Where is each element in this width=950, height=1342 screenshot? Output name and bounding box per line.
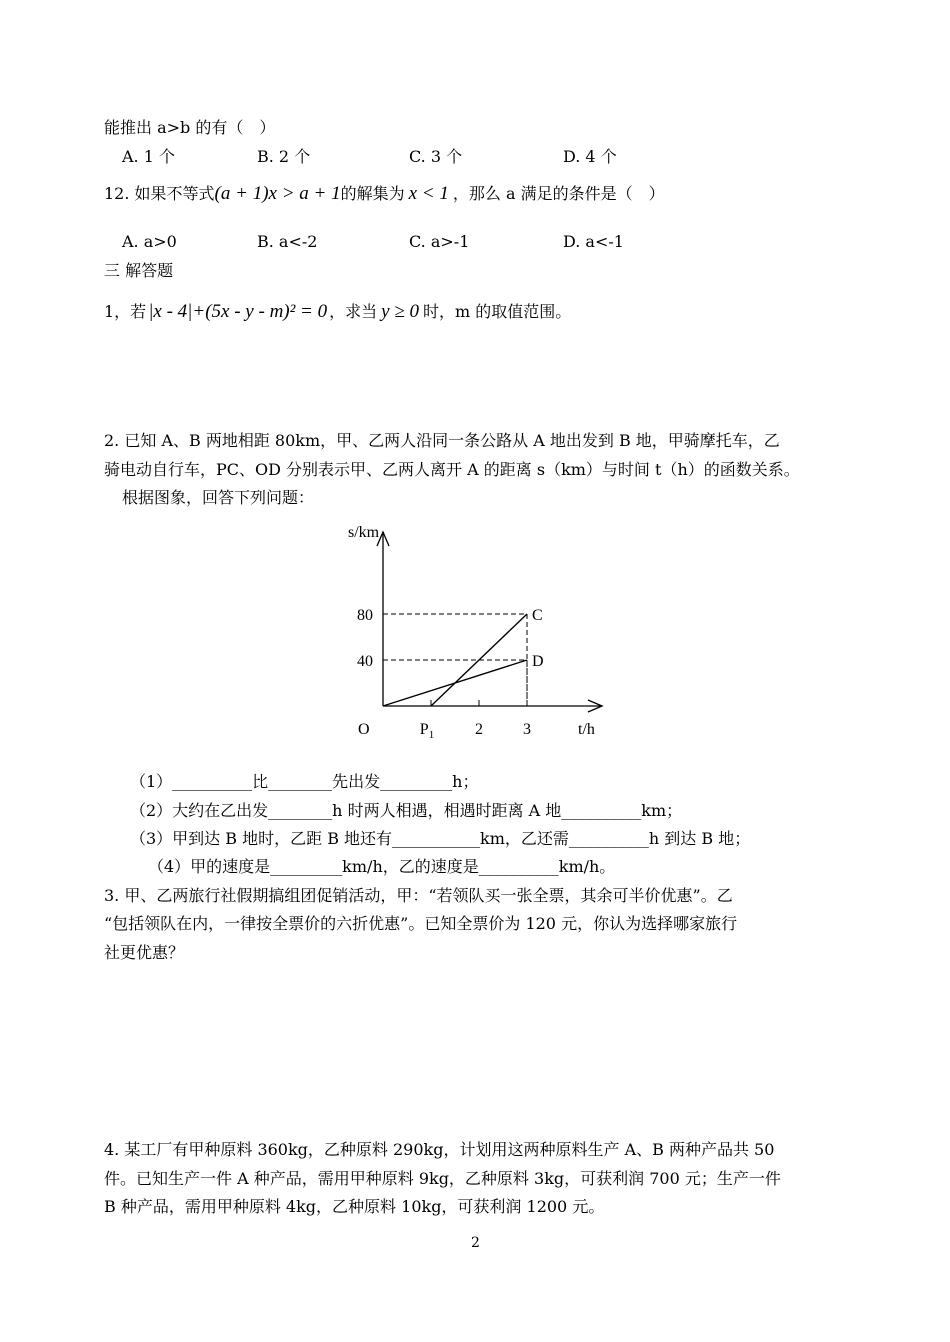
p2-line-1: 2. 已知 A、B 两地相距 80km，甲、乙两人沿同一条公路从 A 地出发到 B 地，甲骑摩托车，乙	[104, 431, 780, 450]
p1-suffix: 时，m 的取值范围。	[423, 302, 572, 321]
distance-time-chart	[330, 510, 620, 750]
x-axis-label: t/h	[578, 721, 595, 738]
y-tick-label-80: 80	[357, 607, 373, 624]
q11-stem: 能推出 a>b 的有（ ）	[104, 118, 276, 137]
origin-label: O	[358, 721, 370, 738]
problem-1	[104, 302, 571, 321]
p4-line-3: B 种产品，需用甲种原料 4kg，乙种原料 10kg，可获利润 1200 元。	[104, 1197, 605, 1216]
p1-condition: y ≥ 0	[381, 301, 420, 322]
p2-question-3: （3）甲到达 B 地时，乙距 B 地还有___________km，乙还需__________h 到达 B 地；	[130, 829, 751, 848]
p1-equation: |x - 4|+(5x - y - m)² = 0	[148, 301, 328, 322]
p2-line-2: 骑电动自行车，PC、OD 分别表示甲、乙两人离开 A 的距离 s（km）与时间 t（h）的函数关系。	[104, 460, 800, 479]
page-number: 2	[471, 1235, 480, 1251]
p1-mid: ，求当	[329, 302, 378, 321]
p2-question-1: （1）__________比________先出发_________h；	[130, 772, 479, 791]
q12-option-b: B. a<-2	[257, 232, 318, 251]
q11-option-b: B. 2 个	[257, 147, 311, 166]
point-label-C: C	[532, 607, 543, 624]
section-title: 三 解答题	[104, 261, 174, 280]
q12-suffix: ，那么 a 满足的条件是（ ）	[452, 184, 665, 203]
x-tick-label-1: $P_1$	[419, 721, 435, 741]
q12-option-d: D. a<-1	[563, 232, 624, 251]
p1-prefix: 1，若	[104, 302, 147, 321]
q12-mid: 的解集为	[340, 184, 405, 203]
p4-line-2: 件。已知生产一件 A 种产品，需用甲种原料 9kg，乙种原料 3kg，可获利润 700 元；生产一件	[104, 1169, 781, 1188]
y-tick-label-40: 40	[357, 653, 373, 670]
x-tick-label-2: 2	[475, 721, 483, 738]
q11-option-a: A. 1 个	[122, 147, 175, 166]
p3-line-2: “包括领队在内，一律按全票价的六折优惠”。已知全票价为 120 元，你认为选择哪家旅行	[104, 914, 738, 933]
q12-option-c: C. a>-1	[409, 232, 470, 251]
q11-option-c: C. 3 个	[409, 147, 463, 166]
q12-inequality: (a + 1)x > a + 1	[214, 183, 341, 204]
q12-option-a: A. a>0	[122, 232, 177, 251]
p2-question-4: （4）甲的速度是_________km/h，乙的速度是__________km/h。	[148, 857, 616, 876]
p3-line-1: 3. 甲、乙两旅行社假期搞组团促销活动，甲：“若领队买一张全票，其余可半价优惠”。乙	[104, 886, 733, 905]
p3-line-3: 社更优惠？	[104, 943, 185, 962]
q12-solution: x < 1	[408, 183, 449, 204]
p2-line-3: 根据图象，回答下列问题：	[122, 488, 315, 507]
p2-question-2: （2）大约在乙出发________h 时两人相遇，相遇时距离 A 地__________km；	[130, 801, 683, 820]
x-tick-label-3: 3	[523, 721, 531, 738]
p4-line-1: 4. 某工厂有甲种原料 360kg，乙种原料 290kg，计划用这两种原料生产 A、B 两种产品共 50	[104, 1140, 775, 1159]
series-line-OD	[383, 660, 527, 706]
q12-prefix: 12. 如果不等式	[104, 184, 215, 203]
point-label-D: D	[532, 653, 544, 670]
q12-stem	[104, 184, 665, 203]
q11-option-d: D. 4 个	[563, 147, 617, 166]
y-axis-label: s/km	[348, 524, 380, 541]
